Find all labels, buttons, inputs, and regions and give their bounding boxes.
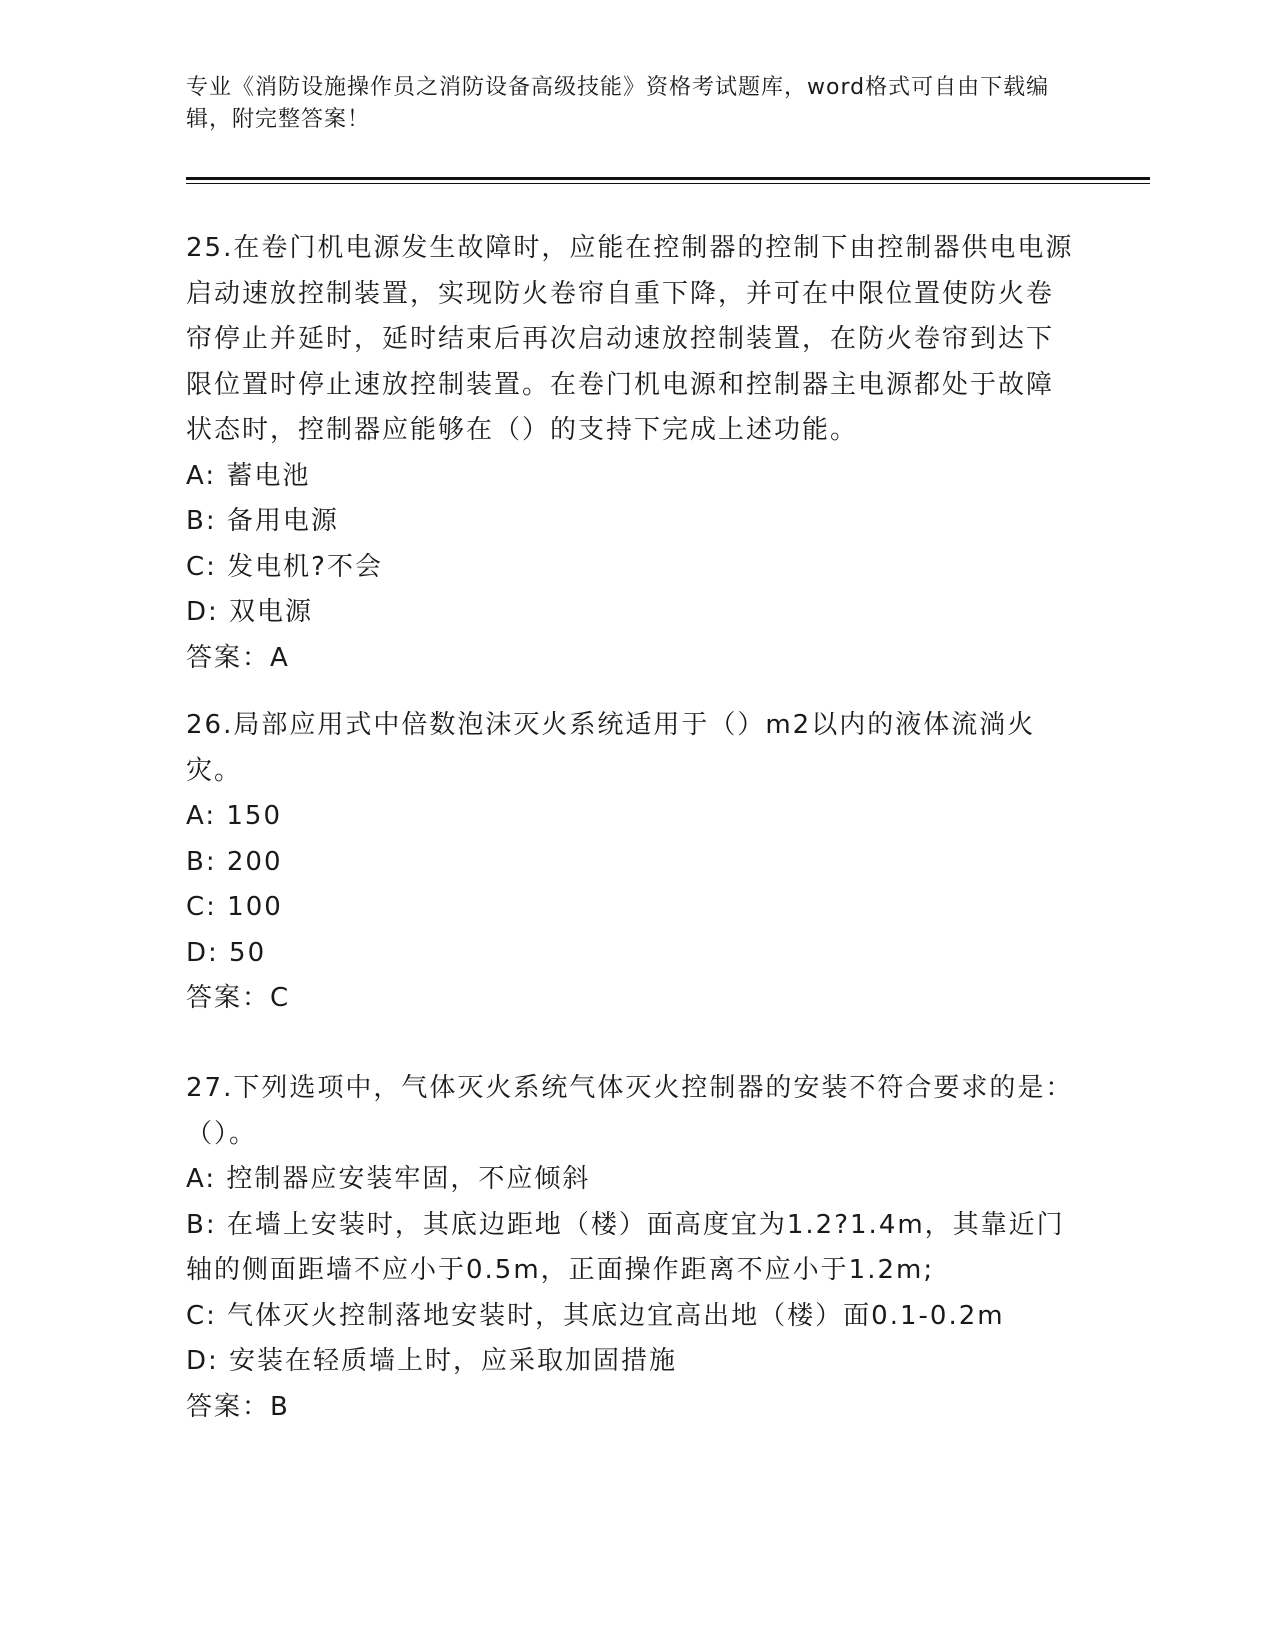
question-27 — [186, 1066, 1076, 1430]
answer-label: 答案： — [186, 1391, 271, 1422]
question-stem: 27.下列选项中，气体灭火系统气体灭火控制器的安装不符合要求的是：（）。 — [186, 1073, 1074, 1149]
option-c: C: 发电机?不会 — [186, 551, 383, 582]
answer-value: A — [270, 642, 288, 673]
answer-label: 答案： — [186, 642, 271, 673]
question-stem: 26.局部应用式中倍数泡沫灭火系统适用于（）m2以内的液体流淌火灾。 — [186, 710, 1036, 786]
answer-value: C — [270, 983, 289, 1013]
option-a: A: 控制器应安装牢固，不应倾斜 — [186, 1164, 591, 1194]
answer-line — [186, 976, 1076, 1022]
option-c: C: 气体灭火控制落地安装时，其底边宜高出地（楼）面0.1-0.2m — [186, 1300, 1005, 1331]
document-header: 专业《消防设施操作员之消防设备高级技能》资格考试题库，word格式可自由下载编辑，附完整答案！ — [186, 75, 1050, 132]
answer-label: 答案： — [186, 983, 271, 1013]
option-d: D: 安装在轻质墙上时，应采取加固措施 — [186, 1346, 678, 1376]
option-c: C: 100 — [186, 892, 283, 922]
answer-line — [186, 1385, 1076, 1431]
question-26 — [186, 703, 1076, 1022]
question-stem: 25.在卷门机电源发生故障时，应能在控制器的控制下由控制器供电电源启动速放控制装置，实现防火卷帘自重下降，并可在中限位置使防火卷帘停止并延时，延时结束后再次启动速放控制装置，在防火卷帘到达下限位置时停止速放控制装置。在卷门机电源和控制器主电源都处于故障状态时，控制器应能够在（）的支持下完成上述功能。 — [186, 233, 1074, 445]
option-b: B: 在墙上安装时，其底边距地（楼）面高度宜为1.2?1.4m，其靠近门轴的侧面距墙不应小于0.5m，正面操作距离不应小于1.2m; — [186, 1209, 1065, 1285]
option-a: A: 150 — [186, 801, 282, 831]
question-25 — [186, 226, 1076, 681]
header-rule-thin — [186, 183, 1150, 184]
option-a: A: 蓄电池 — [186, 460, 311, 491]
option-d: D: 50 — [186, 937, 267, 968]
header-rule-thick — [186, 177, 1150, 180]
answer-line — [186, 636, 1076, 682]
option-d: D: 双电源 — [186, 597, 314, 627]
option-b: B: 备用电源 — [186, 506, 339, 536]
option-b: B: 200 — [186, 846, 283, 877]
answer-value: B — [270, 1391, 288, 1422]
